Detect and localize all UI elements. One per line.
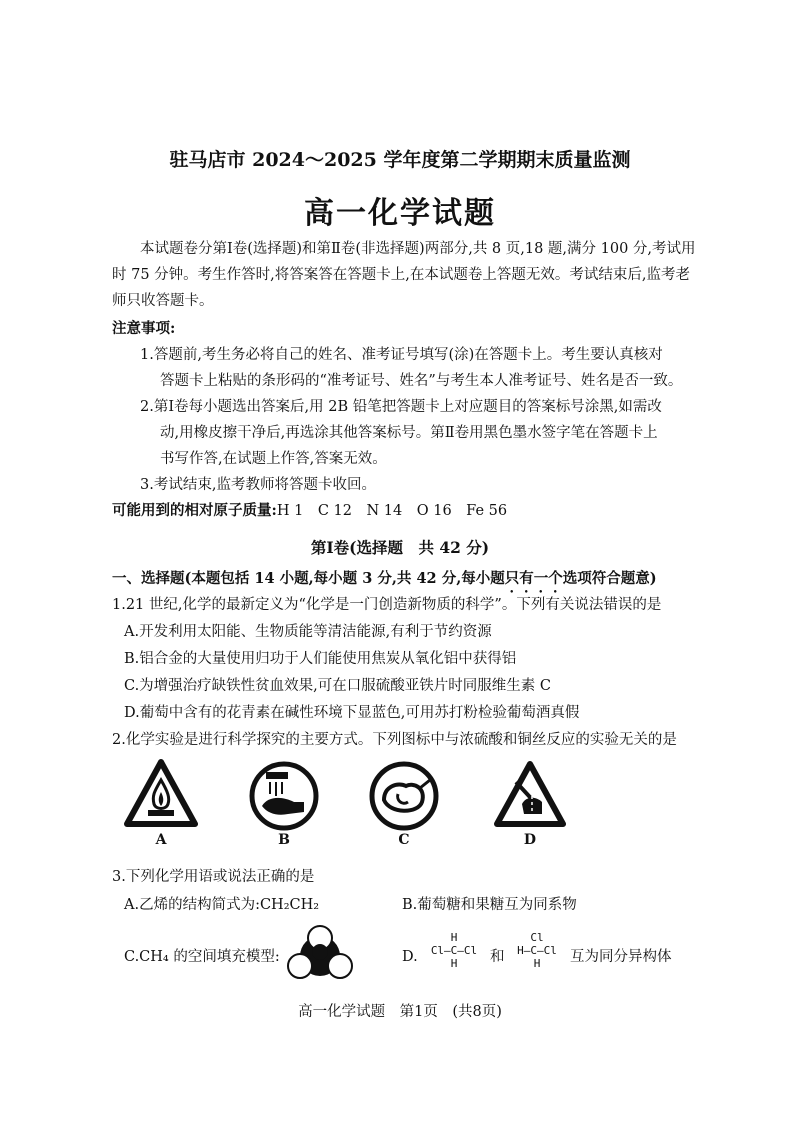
q1-stem [112, 592, 661, 618]
notice-heading: 注意事项: [112, 320, 176, 337]
notice-item-3: 3.考试结束,监考教师将答题卡收回。 [140, 477, 376, 493]
formula-2-bottom: H [533, 957, 541, 970]
atomic-masses-label: 可能用到的相对原子质量: [112, 502, 277, 519]
q3-option-a: A.乙烯的结构简式为:CH₂CH₂ [124, 897, 320, 913]
page-title: 高一化学试题 [304, 196, 496, 231]
instruction-prefix: 一、选择题(本题包括 14 小题,每小题 3 分,共 42 分,每小题 [112, 570, 505, 587]
notice-item-2-line-2: 动,用橡皮擦干净后,再选涂其他答案标号。第Ⅱ卷用黑色墨水签字笔在答题卡上 [160, 425, 658, 441]
q2-stem: 2.化学实验是进行科学探究的主要方式。下列图标中与浓硫酸和铜丝反应的实验无关的是 [112, 732, 677, 748]
notice-item-1-line-1: 1.答题前,考生务必将自己的姓名、准考证号填写(涂)在答题卡上。考生要认真核对 [140, 347, 663, 363]
notice-item-2-line-1: 2.第Ⅰ卷每小题选出答案后,用 2B 铅笔把答题卡上对应题目的答案标号涂黑,如需改 [140, 399, 662, 415]
instruction-suffix: 选项符合题意) [562, 570, 657, 587]
page-footer: 高一化学试题 第1页 (共8页) [298, 1004, 502, 1020]
q1-option-b: B.铝合金的大量使用归功于人们能使用焦炭从氧化铝中获得铝 [124, 651, 517, 667]
formula-1-mid: Cl—C—Cl [430, 944, 478, 957]
notice-item-2-line-3: 书写作答,在试题上作答,答案无效。 [160, 451, 387, 467]
formula-1-top: H [450, 931, 458, 944]
icon-label-a: A [155, 832, 167, 848]
formula-1-bottom: H [450, 957, 458, 970]
atomic-masses-values: H 1 C 12 N 14 O 16 Fe 56 [276, 503, 508, 519]
q1-stem-suffix: 下列有关说法错误的是 [516, 597, 662, 613]
q1-option-c: C.为增强治疗缺铁性贫血效果,可在口服硫酸亚铁片时同服维生素 C [124, 678, 551, 694]
icon-label-b: B [278, 832, 290, 848]
q3-option-d-prefix: D. [402, 949, 418, 965]
icon-label-c: C [398, 832, 410, 848]
methane-space-filling-model [284, 922, 356, 986]
flame-warning-icon [124, 758, 198, 830]
atomic-masses [112, 498, 507, 524]
hot-surface-icon [368, 760, 440, 832]
formula-2-top: Cl [530, 931, 544, 944]
q3-option-d-and: 和 [490, 949, 505, 965]
formula-2-mid: H—C—Cl [517, 944, 557, 957]
q3-option-d-suffix: 互为同分异构体 [570, 949, 672, 965]
q3-option-b: B.葡萄糖和果糖互为同系物 [402, 897, 577, 913]
q3-option-c: C.CH₄ 的空间填充模型: [124, 949, 280, 965]
q1-option-a: A.开发利用太阳能、生物质能等清洁能源,有利于节约资源 [124, 624, 492, 640]
exam-header: 驻马店市 2024～2025 学年度第二学期期末质量监测 [169, 149, 631, 171]
sharp-object-icon [494, 760, 566, 830]
instruction-emphasis: 只有一个 [504, 570, 563, 587]
icon-label-d: D [523, 832, 537, 848]
section-1-heading: 第Ⅰ卷(选择题 共 42 分) [310, 538, 490, 557]
q3-stem: 3.下列化学用语或说法正确的是 [112, 869, 315, 885]
notice-item-1-line-2: 答题卡上粘贴的条形码的“准考证号、姓名”与考生本人准考证号、姓名是否一致。 [160, 373, 683, 389]
q1-stem-dots: 。 [501, 597, 517, 613]
q1-stem-prefix: 1.21 世纪,化学的最新定义为“化学是一门创造新物质的科学” [112, 597, 502, 613]
intro-paragraph: 本试题卷分第Ⅰ卷(选择题)和第Ⅱ卷(非选择题)两部分,共 8 页,18 题,满分 100 分,考试用时 75 分钟。考生作答时,将答案答在答题卡上,在本试题卷上答题无效。考试结束后,监考老师只收答题卡。 [112, 241, 696, 309]
hand-wash-icon [248, 760, 320, 832]
structural-formula-2 [506, 931, 568, 970]
structural-formula-1 [420, 931, 488, 970]
q1-option-d: D.葡萄中含有的花青素在碱性环境下显蓝色,可用苏打粉检验葡萄酒真假 [124, 705, 580, 721]
